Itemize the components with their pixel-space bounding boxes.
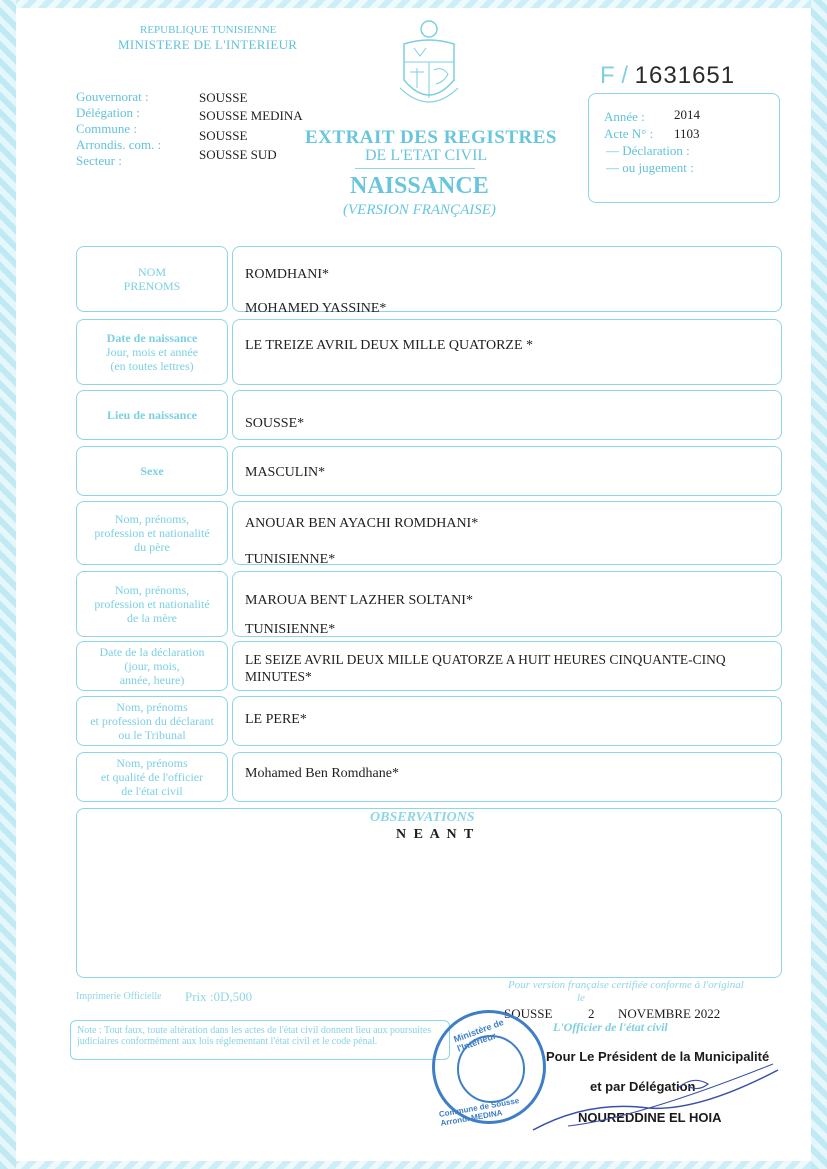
- observations-value: N E A N T: [396, 827, 476, 842]
- label-gouvernorat: Gouvernorat :: [76, 89, 149, 104]
- value-annee: 2014: [674, 107, 700, 122]
- value-gouvernorat: SOUSSE: [199, 90, 248, 105]
- document-subtitle: DE L'ETAT CIVIL: [365, 147, 488, 164]
- value-acte: 1103: [674, 126, 700, 141]
- official-stamp: [432, 1010, 546, 1128]
- signature-name: NOUREDDINE EL HOIA: [578, 1110, 722, 1125]
- label-date-line1: Date de naissance: [106, 331, 198, 345]
- value-mere-nom: MAROUA BENT LAZHER SOLTANI*: [245, 593, 473, 608]
- value-arrondissement: SOUSSE SUD: [199, 147, 277, 162]
- value-mere-box: [232, 571, 782, 637]
- value-nom-prenoms-box: [232, 246, 782, 316]
- value-date-naissance: LE TREIZE AVRIL DEUX MILLE QUATORZE *: [245, 338, 534, 353]
- label-declaration: — Déclaration :: [606, 143, 690, 158]
- serial-number: [600, 62, 735, 90]
- label-declaration-box: [76, 641, 228, 691]
- value-officier-box: [232, 752, 782, 802]
- right-border: [811, 0, 827, 1169]
- document-type: NAISSANCE: [350, 173, 489, 199]
- title-divider: [355, 168, 475, 169]
- stamp-top-text: Ministère de l'Intérieur: [452, 1017, 506, 1054]
- coat-of-arms-icon: [396, 18, 462, 116]
- value-commune: SOUSSE: [199, 128, 248, 143]
- signature-line1: Pour Le Président de la Municipalité: [546, 1049, 770, 1064]
- label-delegation: Délégation :: [76, 105, 140, 120]
- label-declaration-line3: année, heure): [119, 673, 185, 687]
- label-officier-line3: de l'état civil: [121, 784, 183, 798]
- prix-label: Prix :0D,500: [185, 989, 253, 1004]
- value-declaration-box: [232, 641, 782, 691]
- document-version: (VERSION FRANÇAISE): [343, 202, 496, 218]
- label-pere-line3: du père: [134, 540, 170, 554]
- legal-note: Note : Tout faux, toute altération dans les actes de l'état civil donnent lieu aux poursuites judiciaires conformément aux lois réglementant l'état civil et le code pénal.: [70, 1020, 450, 1060]
- observations-label: OBSERVATIONS: [370, 810, 475, 825]
- stamp-bottom-text: Commune de Sousse Arrond. MEDINA: [438, 1096, 520, 1128]
- label-date-line3: (en toutes lettres): [110, 359, 194, 373]
- signature-line2: et par Délégation: [590, 1079, 696, 1094]
- officer-title: L'Officier de l'état civil: [553, 1020, 668, 1034]
- label-commune: Commune :: [76, 121, 138, 136]
- value-sexe: MASCULIN*: [245, 465, 326, 480]
- label-officier-line1: Nom, prénoms: [116, 756, 188, 770]
- label-nom: NOM: [137, 265, 166, 279]
- value-declarant-box: [232, 696, 782, 746]
- value-prenoms: MOHAMED YASSINE*: [245, 301, 387, 316]
- serial-prefix: F /: [600, 62, 628, 89]
- label-date-naissance: [76, 319, 228, 385]
- value-declarant: LE PERE*: [245, 712, 307, 727]
- label-sexe: Sexe: [140, 464, 164, 478]
- label-jugement: — ou jugement :: [606, 160, 694, 175]
- label-declaration-line2: (jour, mois,: [124, 659, 180, 673]
- ministry-header: MINISTERE DE L'INTERIEUR: [118, 37, 298, 52]
- signature-month-year: NOVEMBRE 2022: [618, 1006, 721, 1021]
- label-mere-line1: Nom, prénoms,: [114, 583, 190, 597]
- value-lieu-box: [232, 390, 782, 440]
- certified-text: Pour version française certifiée conforme à l'original: [508, 979, 744, 991]
- label-mere-box: [76, 571, 228, 637]
- label-pere-line1: Nom, prénoms,: [114, 512, 190, 526]
- label-lieu: Lieu de naissance: [106, 408, 197, 422]
- value-officier: Mohamed Ben Romdhane*: [245, 766, 399, 781]
- label-arrondissement: Arrondis. com. :: [76, 137, 162, 152]
- label-lieu-naissance: [76, 390, 228, 440]
- document-title: EXTRAIT DES REGISTRES: [305, 127, 557, 148]
- label-date-line2: Jour, mois et année: [105, 345, 199, 359]
- label-mere-line3: de la mère: [127, 611, 177, 625]
- label-secteur: Secteur :: [76, 153, 122, 168]
- label-declarant-box: [76, 696, 228, 746]
- label-officier-line2: et qualité de l'officier: [100, 770, 204, 784]
- label-officier-box: [76, 752, 228, 802]
- label-prenoms: PRENOMS: [123, 279, 181, 293]
- serial-value: 1631651: [634, 62, 736, 89]
- republic-header: REPUBLIQUE TUNISIENNE: [140, 24, 277, 36]
- label-annee: Année :: [604, 109, 645, 124]
- value-pere-nom: ANOUAR BEN AYACHI ROMDHANI*: [245, 516, 479, 531]
- label-acte: Acte N° :: [604, 126, 654, 141]
- value-date-box: [232, 319, 782, 385]
- value-nom: ROMDHANI*: [245, 267, 329, 282]
- label-pere-line2: profession et nationalité: [94, 526, 210, 540]
- value-declaration-line2: MINUTES*: [245, 669, 312, 684]
- label-mere-line2: profession et nationalité: [94, 597, 210, 611]
- imprimerie-label: Imprimerie Officielle: [76, 991, 162, 1002]
- value-declaration-line1: LE SEIZE AVRIL DEUX MILLE QUATORZE A HUIT HEURES CINQUANTE-CINQ: [245, 652, 726, 667]
- value-pere-nationalite: TUNISIENNE*: [245, 552, 336, 567]
- value-pere-box: [232, 501, 782, 565]
- label-sexe-box: [76, 446, 228, 496]
- signature-city: SOUSSE: [504, 1006, 553, 1021]
- value-mere-nationalite: TUNISIENNE*: [245, 622, 336, 637]
- left-border: [0, 0, 16, 1169]
- le-label: le: [577, 992, 585, 1004]
- handwritten-signature: [528, 1060, 788, 1135]
- value-sexe-box: [232, 446, 782, 496]
- label-pere-box: [76, 501, 228, 565]
- label-nom-prenoms: [76, 246, 228, 312]
- label-declaration-line1: Date de la déclaration: [99, 645, 205, 659]
- bottom-border: [0, 1161, 827, 1169]
- label-declarant-line2: et profession du déclarant: [90, 714, 214, 728]
- value-delegation: SOUSSE MEDINA: [199, 108, 303, 123]
- value-lieu: SOUSSE*: [245, 416, 305, 431]
- label-declarant-line1: Nom, prénoms: [116, 700, 188, 714]
- top-border: [0, 0, 827, 8]
- signature-day: 2: [588, 1006, 595, 1021]
- label-declarant-line3: ou le Tribunal: [118, 728, 186, 742]
